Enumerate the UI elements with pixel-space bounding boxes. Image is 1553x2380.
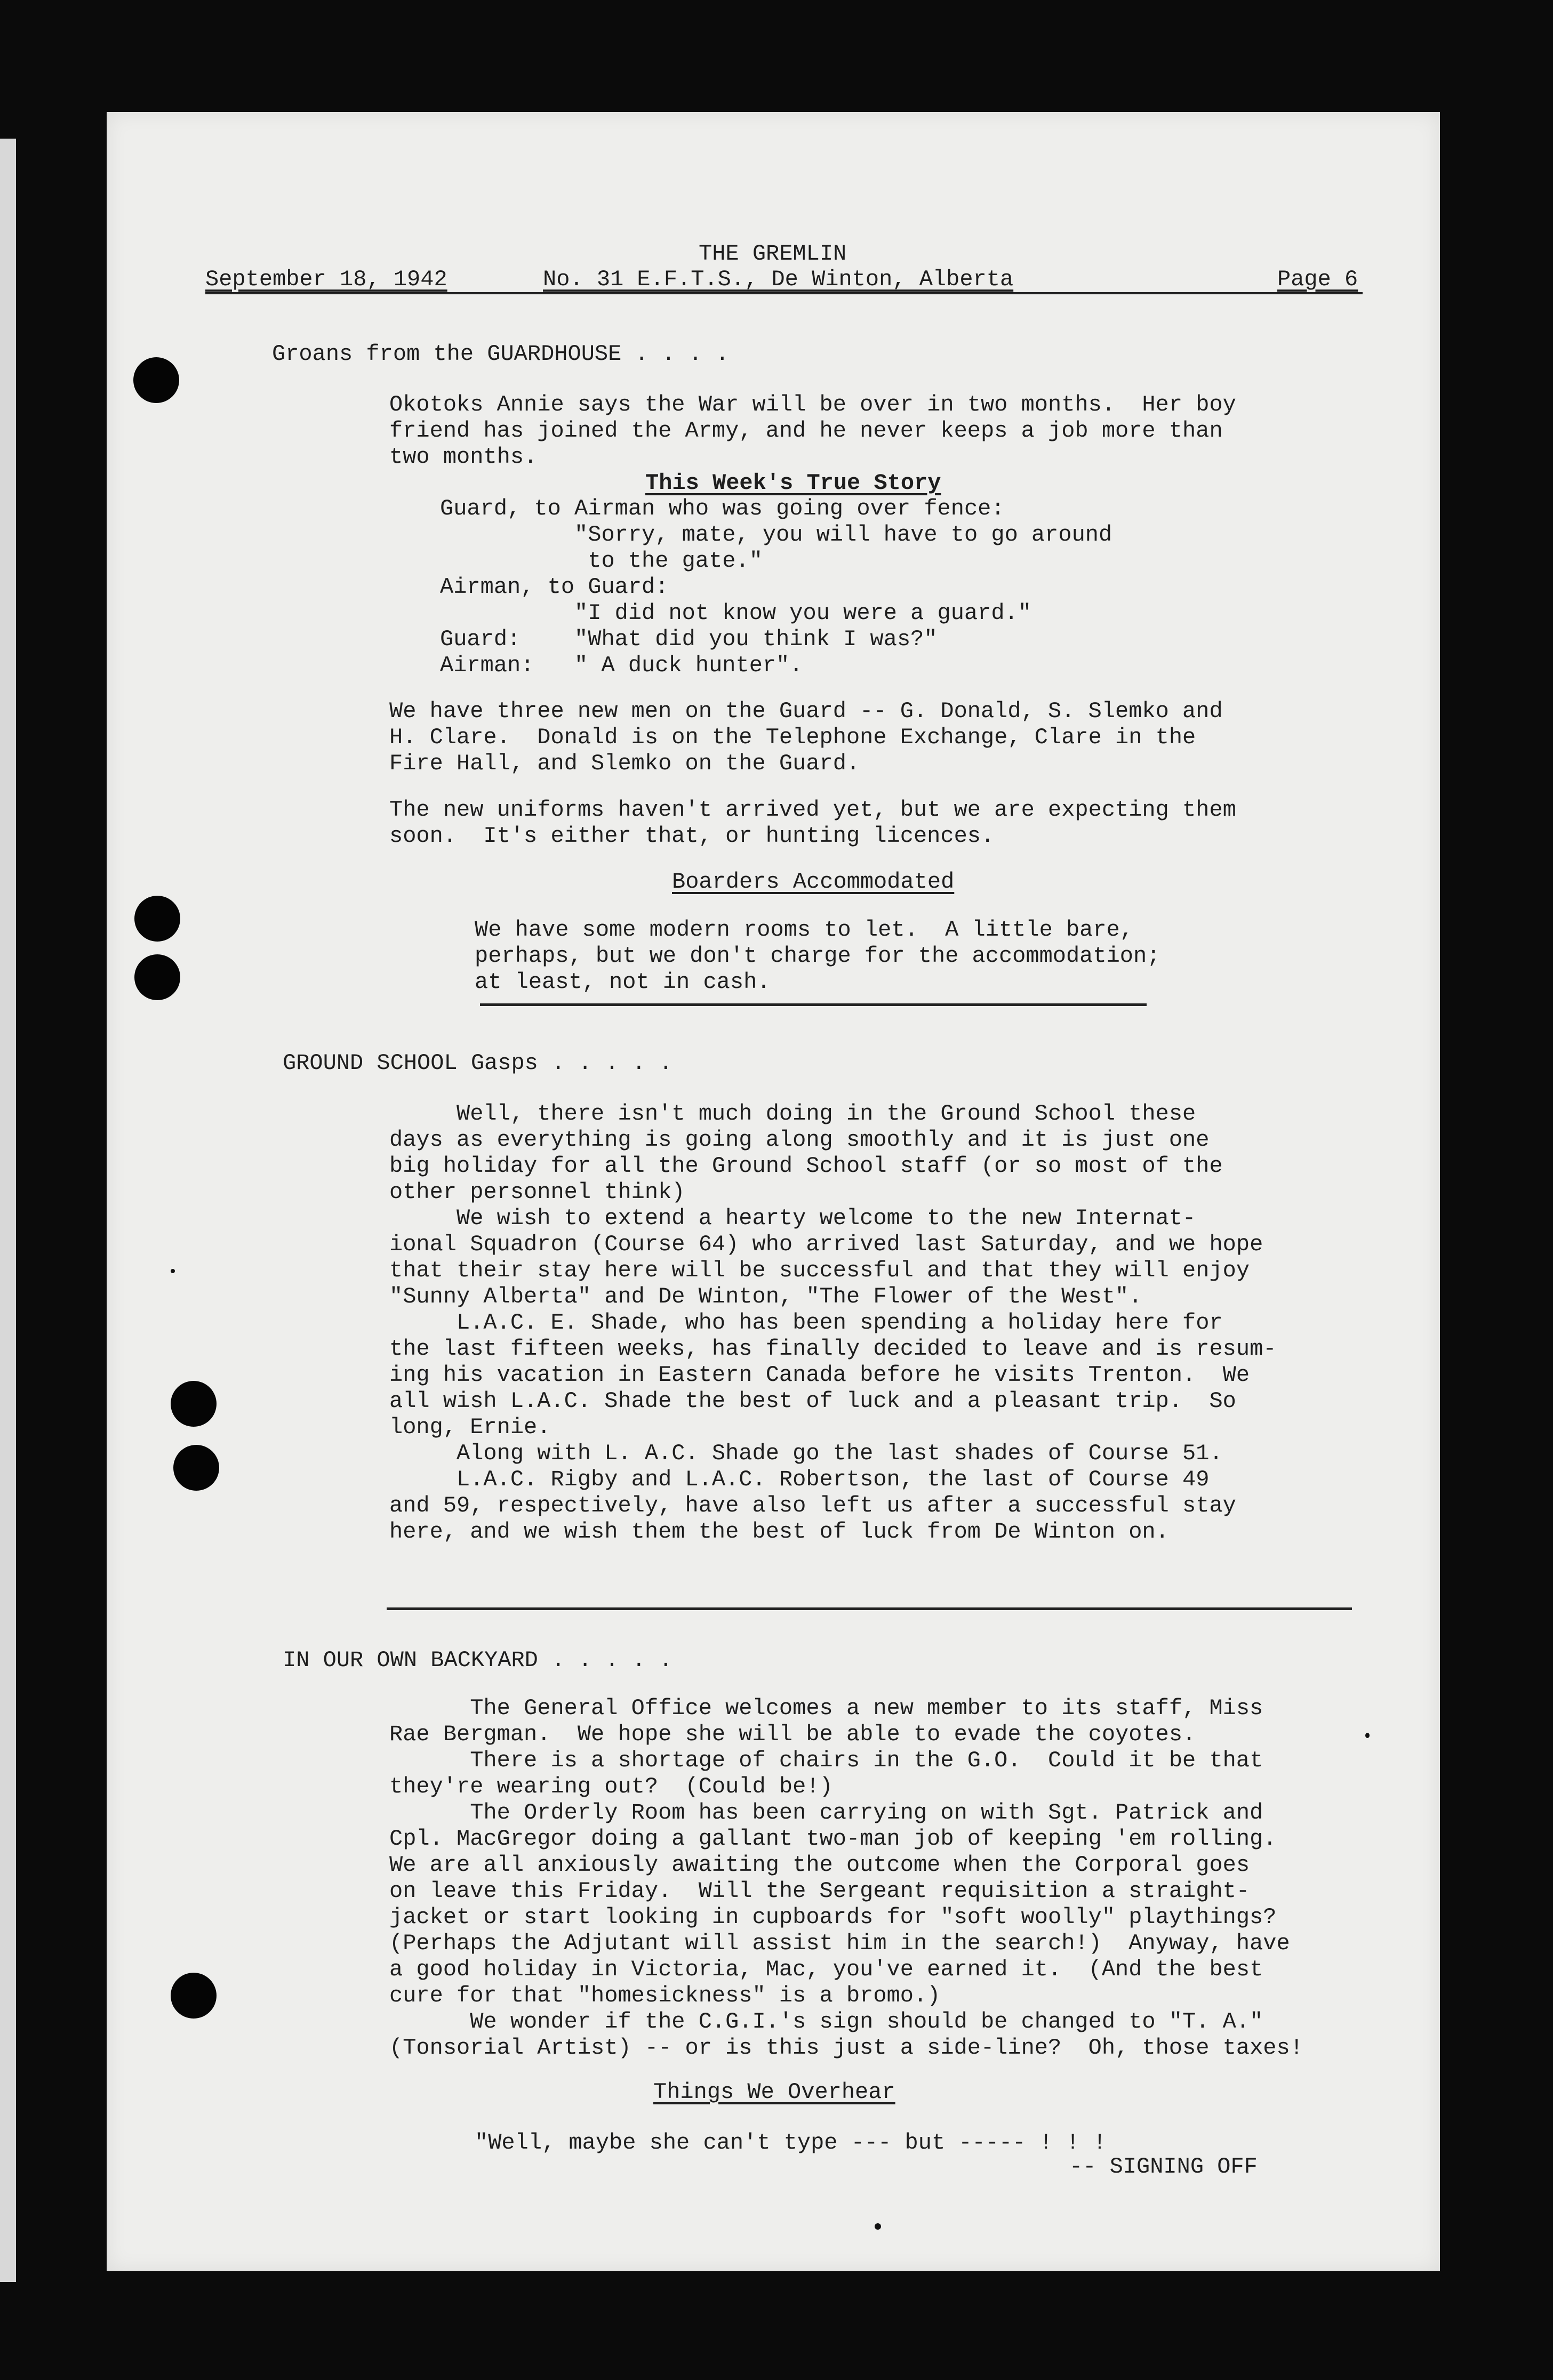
section-heading-ground-school: GROUND SCHOOL Gasps . . . . . <box>283 1050 673 1076</box>
ground-school-line: other personnel think) <box>389 1179 685 1205</box>
punch-hole <box>134 896 180 942</box>
speck <box>171 1269 175 1273</box>
backyard-line: on leave this Friday. Will the Sergeant requisition a straight- <box>389 1878 1250 1904</box>
backyard-line: There is a shortage of chairs in the G.O. Could it be that <box>389 1748 1263 1773</box>
ground-school-line: L.A.C. E. Shade, who has been spending a holiday here for <box>389 1310 1223 1336</box>
ground-school-line: the last fifteen weeks, has finally decided to leave and is resum- <box>389 1336 1277 1362</box>
punch-hole <box>133 357 179 403</box>
section-divider <box>387 1607 1352 1610</box>
guardhouse-paragraph: soon. It's either that, or hunting licences. <box>389 823 995 849</box>
backyard-line: they're wearing out? (Could be!) <box>389 1774 833 1799</box>
backyard-line: cure for that "homesickness" is a bromo.) <box>389 1983 941 2008</box>
story-line: "I did not know you were a guard." <box>440 600 1031 626</box>
backyard-line: Cpl. MacGregor doing a gallant two-man job of keeping 'em rolling. <box>389 1826 1277 1852</box>
ground-school-line: long, Ernie. <box>389 1414 551 1440</box>
overhear-title: Things We Overhear <box>653 2079 895 2105</box>
header-rule <box>205 292 1363 294</box>
ground-school-line: here, and we wish them the best of luck from De Winton on. <box>389 1519 1169 1545</box>
ground-school-line: that their stay here will be successful and that they will enjoy <box>389 1258 1250 1283</box>
boarders-title: Boarders Accommodated <box>672 869 955 895</box>
issue-date: September 18, 1942 <box>205 267 447 292</box>
backyard-line: (Tonsorial Artist) -- or is this just a side-line? Oh, those taxes! <box>389 2035 1303 2061</box>
guardhouse-paragraph: two months. <box>389 444 538 470</box>
boarders-line: We have some modern rooms to let. A little bare, <box>475 917 1134 943</box>
story-line: "Sorry, mate, you will have to go around <box>440 522 1112 548</box>
backyard-line: (Perhaps the Adjutant will assist him in the search!) Anyway, have <box>389 1931 1290 1956</box>
story-line: Airman, to Guard: <box>440 574 669 600</box>
backyard-line: The General Office welcomes a new member to its staff, Miss <box>389 1695 1263 1721</box>
page-number: Page 6 <box>1277 267 1358 292</box>
ground-school-line: all wish L.A.C. Shade the best of luck and a pleasant trip. So <box>389 1388 1236 1414</box>
guardhouse-paragraph: H. Clare. Donald is on the Telephone Exchange, Clare in the <box>389 725 1196 750</box>
backyard-line: a good holiday in Victoria, Mac, you've earned it. (And the best <box>389 1957 1263 1982</box>
ground-school-line: We wish to extend a hearty welcome to the new Internat- <box>389 1205 1196 1231</box>
guardhouse-paragraph: friend has joined the Army, and he never keeps a job more than <box>389 418 1223 444</box>
newsletter-page <box>107 112 1440 2271</box>
story-line: to the gate." <box>440 548 763 574</box>
section-divider <box>480 1003 1147 1006</box>
speck <box>1365 1733 1370 1738</box>
ground-school-line: ional Squadron (Course 64) who arrived last Saturday, and we hope <box>389 1232 1263 1257</box>
adjacent-page-edge <box>0 139 16 2282</box>
ground-school-line: Along with L. A.C. Shade go the last shades of Course 51. <box>389 1441 1223 1466</box>
boarders-line: perhaps, but we don't charge for the accommodation; <box>475 943 1160 969</box>
guardhouse-paragraph: Fire Hall, and Slemko on the Guard. <box>389 751 860 776</box>
punch-hole <box>173 1445 219 1491</box>
sign-off: -- SIGNING OFF <box>1069 2154 1258 2180</box>
true-story-title: This Week's True Story <box>645 470 941 496</box>
story-line: Guard: "What did you think I was?" <box>440 626 938 652</box>
guardhouse-paragraph: We have three new men on the Guard -- G. Donald, S. Slemko and <box>389 698 1223 724</box>
punch-hole <box>171 1381 217 1427</box>
story-line: Guard, to Airman who was going over fence: <box>440 496 1005 521</box>
newsletter-title: THE GREMLIN <box>699 241 847 267</box>
speck <box>875 2223 881 2230</box>
ground-school-line: "Sunny Alberta" and De Winton, "The Flower of the West". <box>389 1284 1142 1309</box>
story-line: Airman: " A duck hunter". <box>440 653 803 678</box>
section-heading-guardhouse: Groans from the GUARDHOUSE . . . . <box>272 341 729 367</box>
overheard-quote: "Well, maybe she can't type --- but ----- ! ! ! <box>475 2130 1107 2156</box>
guardhouse-paragraph: The new uniforms haven't arrived yet, but we are expecting them <box>389 797 1236 823</box>
punch-hole <box>134 954 180 1000</box>
guardhouse-paragraph: Okotoks Annie says the War will be over in two months. Her boy <box>389 392 1236 417</box>
ground-school-line: big holiday for all the Ground School staff (or so most of the <box>389 1153 1223 1179</box>
ground-school-line: L.A.C. Rigby and L.A.C. Robertson, the last of Course 49 <box>389 1467 1210 1492</box>
backyard-line: We wonder if the C.G.I.'s sign should be changed to "T. A." <box>389 2009 1263 2035</box>
backyard-line: jacket or start looking in cupboards for "soft woolly" playthings? <box>389 1904 1277 1930</box>
boarders-line: at least, not in cash. <box>475 969 771 995</box>
ground-school-line: ing his vacation in Eastern Canada before he visits Trenton. We <box>389 1362 1250 1388</box>
ground-school-line: and 59, respectively, have also left us after a successful stay <box>389 1493 1236 1518</box>
backyard-line: We are all anxiously awaiting the outcome when the Corporal goes <box>389 1852 1250 1878</box>
ground-school-line: days as everything is going along smoothly and it is just one <box>389 1127 1210 1153</box>
ground-school-line: Well, there isn't much doing in the Ground School these <box>389 1101 1196 1127</box>
issuing-unit: No. 31 E.F.T.S., De Winton, Alberta <box>543 267 1014 292</box>
backyard-line: The Orderly Room has been carrying on with Sgt. Patrick and <box>389 1800 1263 1826</box>
section-heading-backyard: IN OUR OWN BACKYARD . . . . . <box>283 1647 673 1673</box>
backyard-line: Rae Bergman. We hope she will be able to evade the coyotes. <box>389 1722 1196 1747</box>
punch-hole <box>171 1973 217 2019</box>
